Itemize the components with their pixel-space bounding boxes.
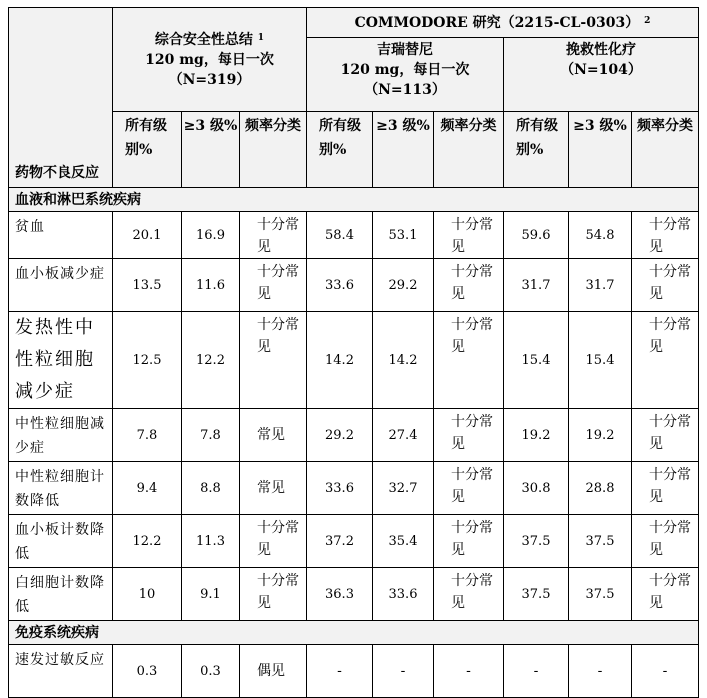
col-grade3: ≥3 级% [373,112,434,188]
grade3-cell: 32.7 [373,462,434,515]
all-grades-cell: 37.5 [504,568,569,621]
all-grades-cell: 10 [113,568,182,621]
adr-name: 血小板计数降低 [9,515,113,568]
all-grades-cell: 29.2 [307,409,373,462]
all-grades-cell: 31.7 [504,259,569,312]
freq-cell: 常见 [240,462,307,515]
adr-name: 中性粒细胞减少症 [9,409,113,462]
grade3-cell: 37.5 [569,568,632,621]
grade3-cell: 9.1 [182,568,240,621]
adr-name: 贫血 [9,212,113,259]
grade3-cell: 19.2 [569,409,632,462]
freq-cell: 十分常见 [632,312,699,409]
grade3-cell: 11.3 [182,515,240,568]
all-grades-cell: 9.4 [113,462,182,515]
grade3-cell: 35.4 [373,515,434,568]
all-grades-cell: 30.8 [504,462,569,515]
freq-cell: 十分常见 [434,312,504,409]
all-grades-cell: 58.4 [307,212,373,259]
freq-cell: 常见 [240,409,307,462]
study-ref: 2 [644,15,651,26]
col-all-grades: 所有级别% [113,112,182,188]
all-grades-cell: 37.5 [504,515,569,568]
all-grades-cell: 14.2 [307,312,373,409]
grade3-cell: 8.8 [182,462,240,515]
table-row [9,645,699,698]
col-freq: 频率分类 [632,112,699,188]
arm2-name: 挽救性化疗 [566,42,636,58]
freq-cell: 偶见 [240,645,307,698]
grade3-cell: 12.2 [182,312,240,409]
col-grade3: ≥3 级% [569,112,632,188]
col-freq: 频率分类 [240,112,307,188]
study-header [307,8,699,38]
pooled-header [113,8,307,112]
all-grades-cell: 20.1 [113,212,182,259]
freq-cell: - [632,645,699,698]
adr-name: 中性粒细胞计数降低 [9,462,113,515]
adr-name: 血小板减少症 [9,259,113,312]
freq-cell: 十分常见 [240,259,307,312]
freq-cell: 十分常见 [434,212,504,259]
grade3-cell: 29.2 [373,259,434,312]
adr-name: 白细胞计数降低 [9,568,113,621]
freq-cell: 十分常见 [434,515,504,568]
pooled-title: 综合安全性总结 [154,31,253,48]
table-row [9,462,699,515]
pooled-dose: 120 mg，每日一次 [145,51,274,68]
pooled-n: （N=319） [168,71,251,88]
all-grades-cell: 37.2 [307,515,373,568]
freq-cell: 十分常见 [240,312,307,409]
freq-cell: 十分常见 [632,462,699,515]
col-all-grades: 所有级别% [307,112,373,188]
grade3-cell: 33.6 [373,568,434,621]
arm1-n: （N=113） [364,82,446,98]
adverse-reactions-table [8,7,699,698]
arm1-dose: 120 mg，每日一次 [340,62,470,78]
adr-header-blank: 药物不良反应 [9,8,113,188]
freq-cell: 十分常见 [434,568,504,621]
table-row [9,515,699,568]
all-grades-cell: - [504,645,569,698]
table-row [9,312,699,409]
col-freq: 频率分类 [434,112,504,188]
freq-cell: - [434,645,504,698]
all-grades-cell: 36.3 [307,568,373,621]
grade3-cell: - [373,645,434,698]
grade3-cell: 27.4 [373,409,434,462]
freq-cell: 十分常见 [632,409,699,462]
col-grade3: ≥3 级% [182,112,240,188]
grade3-cell: - [569,645,632,698]
freq-cell: 十分常见 [434,259,504,312]
arm1-name: 吉瑞替尼 [377,42,433,58]
freq-cell: 十分常见 [632,259,699,312]
all-grades-cell: 12.5 [113,312,182,409]
freq-cell: 十分常见 [632,568,699,621]
all-grades-cell: 33.6 [307,462,373,515]
grade3-cell: 7.8 [182,409,240,462]
grade3-cell: 0.3 [182,645,240,698]
grade3-cell: 53.1 [373,212,434,259]
freq-cell: 十分常见 [240,212,307,259]
grade3-cell: 31.7 [569,259,632,312]
pooled-ref: 1 [257,32,265,43]
all-grades-cell: 19.2 [504,409,569,462]
table-row [9,568,699,621]
grade3-cell: 54.8 [569,212,632,259]
freq-cell: 十分常见 [632,212,699,259]
grade3-cell: 37.5 [569,515,632,568]
all-grades-cell: 15.4 [504,312,569,409]
all-grades-cell: - [307,645,373,698]
all-grades-cell: 12.2 [113,515,182,568]
grade3-cell: 16.9 [182,212,240,259]
grade3-cell: 28.8 [569,462,632,515]
all-grades-cell: 13.5 [113,259,182,312]
arm2-n: （N=104） [560,62,642,78]
all-grades-cell: 0.3 [113,645,182,698]
freq-cell: 十分常见 [434,462,504,515]
all-grades-cell: 33.6 [307,259,373,312]
adr-name: 发热性中性粒细胞减少症 [9,312,113,409]
study-title: COMMODORE 研究（2215-CL-0303） [354,14,640,31]
col-all-grades: 所有级别% [504,112,569,188]
all-grades-cell: 59.6 [504,212,569,259]
table-row [9,259,699,312]
freq-cell: 十分常见 [434,409,504,462]
adr-name: 速发过敏反应 [9,645,113,698]
freq-cell: 十分常见 [240,515,307,568]
arm1-header [307,38,504,112]
adr-table-container [8,7,699,698]
grade3-cell: 11.6 [182,259,240,312]
freq-cell: 十分常见 [240,568,307,621]
freq-cell: 十分常见 [632,515,699,568]
arm2-header [504,38,699,112]
section-title: 血液和淋巴系统疾病 [9,188,699,212]
section-title: 免疫系统疾病 [9,621,699,645]
table-row [9,409,699,462]
grade3-cell: 14.2 [373,312,434,409]
table-row [9,212,699,259]
grade3-cell: 15.4 [569,312,632,409]
all-grades-cell: 7.8 [113,409,182,462]
